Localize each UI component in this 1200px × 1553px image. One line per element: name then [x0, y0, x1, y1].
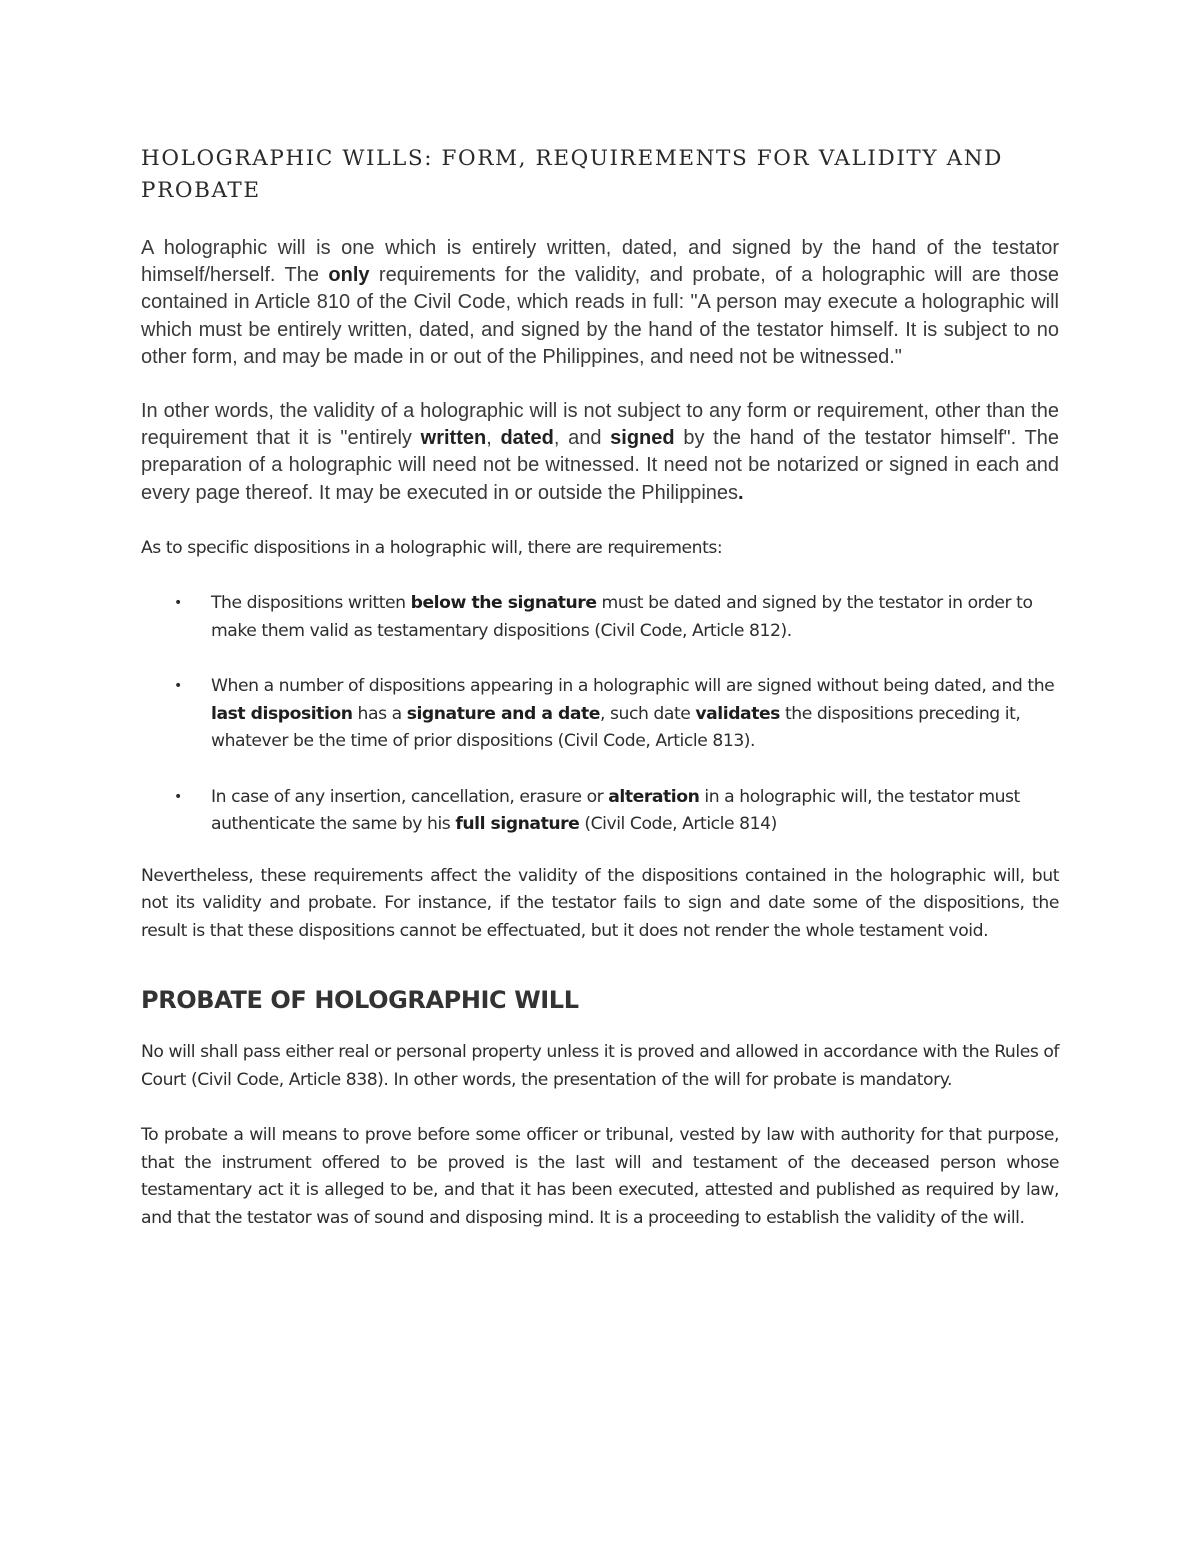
text-span: The dispositions written: [211, 593, 411, 614]
paragraph-gap: [141, 1094, 1059, 1122]
definition-paragraph: [141, 235, 1059, 371]
nevertheless-paragraph: Nevertheless, these requirements affect the validity of the dispositions contained in the holographic will, but not its validity and probate. For instance, if the testator fails to sign and date some of the dispositions, the result is that these dispositions cannot be effectuated, but it does not render the whole testament void.: [141, 865, 1059, 941]
section-heading: PROBATE OF HOLOGRAPHIC WILL: [141, 986, 579, 1015]
list-item: [141, 784, 1059, 839]
text-span: In other words, the validity of a holographic will is not subject to any form or requirement, other than the requirement that it is "entirely: [141, 400, 1059, 450]
text-span: ,: [486, 427, 501, 450]
emphasis-text: below the signature: [410, 593, 597, 614]
probate-paragraph-1: No will shall pass either real or personal property unless it is proved and allowed in accordance with the Rules of Court (Civil Code, Article 838). In other words, the presentation of the will for probate is mandatory.: [141, 1042, 1060, 1090]
emphasis-text: alteration: [608, 786, 700, 807]
text-span: (Civil Code, Article 814): [579, 814, 777, 835]
text-span: When a number of dispositions appearing in a holographic will are signed without being dated, and the: [211, 676, 1055, 697]
requirements-list: [141, 590, 1059, 839]
paragraph-gap: [141, 371, 1059, 398]
list-item: [141, 590, 1059, 645]
text-span: in a holographic will, the testator must authenticate the same by his: [211, 786, 1020, 835]
text-span: A holographic will is one which is entirely written, dated, and signed by the hand of the testator himself/herself. The: [141, 237, 1059, 287]
document-title: HOLOGRAPHIC WILLS: FORM, REQUIREMENTS FOR VALIDITY AND PROBATE: [141, 146, 1003, 203]
bullet-icon: •: [174, 678, 182, 695]
text-span: , such date: [600, 703, 696, 724]
emphasis-dated: dated: [500, 427, 554, 450]
text-span: has a: [352, 703, 407, 724]
text-period: .: [738, 481, 744, 504]
text-span: by the hand of the testator himself". The preparation of a holographic will need not be witnessed. It need not be notarized or signed in each and every page thereof. It may be executed in or outside the Philippines: [141, 427, 1059, 504]
bullet-icon: •: [174, 788, 182, 805]
probate-paragraph-2: To probate a will means to prove before some officer or tribunal, vested by law with authority for that purpose, that the instrument offered to be proved is the last will and testament of the deceased person whose testamentary act it is alleged to be, and that it has been executed, attested and published as required by law, and that the testator was of sound and disposing mind. It is a proceeding to establish the validity of the will.: [141, 1125, 1059, 1228]
document-page: [141, 143, 1059, 1232]
emphasis-written: written: [420, 427, 487, 450]
text-span: requirements for the validity, and probate, of a holographic will are those contained in Article 810 of the Civil Code, which reads in full: "A person may execute a holographic will which must be entirely written, dated, and signed by the hand of the testator himself. It is subject to no other form, and may be made in or out of the Philippines, and need not be witnessed.": [141, 264, 1059, 368]
emphasis-text: last disposition: [211, 703, 353, 724]
emphasis-only: only: [328, 264, 370, 287]
text-span: , and: [553, 427, 611, 450]
emphasis-text: signature and a date: [406, 703, 600, 724]
text-span: the dispositions preceding it, whatever be the time of prior dispositions (Civil Code, Article 813).: [211, 703, 1021, 752]
text-span: must be dated and signed by the testator in order to make them valid as testamentary dispositions (Civil Code, Article 812).: [211, 593, 1033, 641]
text-span: In case of any insertion, cancellation, erasure or: [211, 786, 609, 807]
emphasis-text: full signature: [455, 814, 580, 835]
list-item: [141, 673, 1059, 756]
specific-dispositions-intro: As to specific dispositions in a holographic will, there are requirements:: [141, 537, 723, 558]
emphasis-signed: signed: [610, 427, 675, 450]
emphasis-text: validates: [695, 703, 780, 724]
bullet-icon: •: [174, 595, 182, 612]
validity-paragraph: [141, 398, 1059, 507]
